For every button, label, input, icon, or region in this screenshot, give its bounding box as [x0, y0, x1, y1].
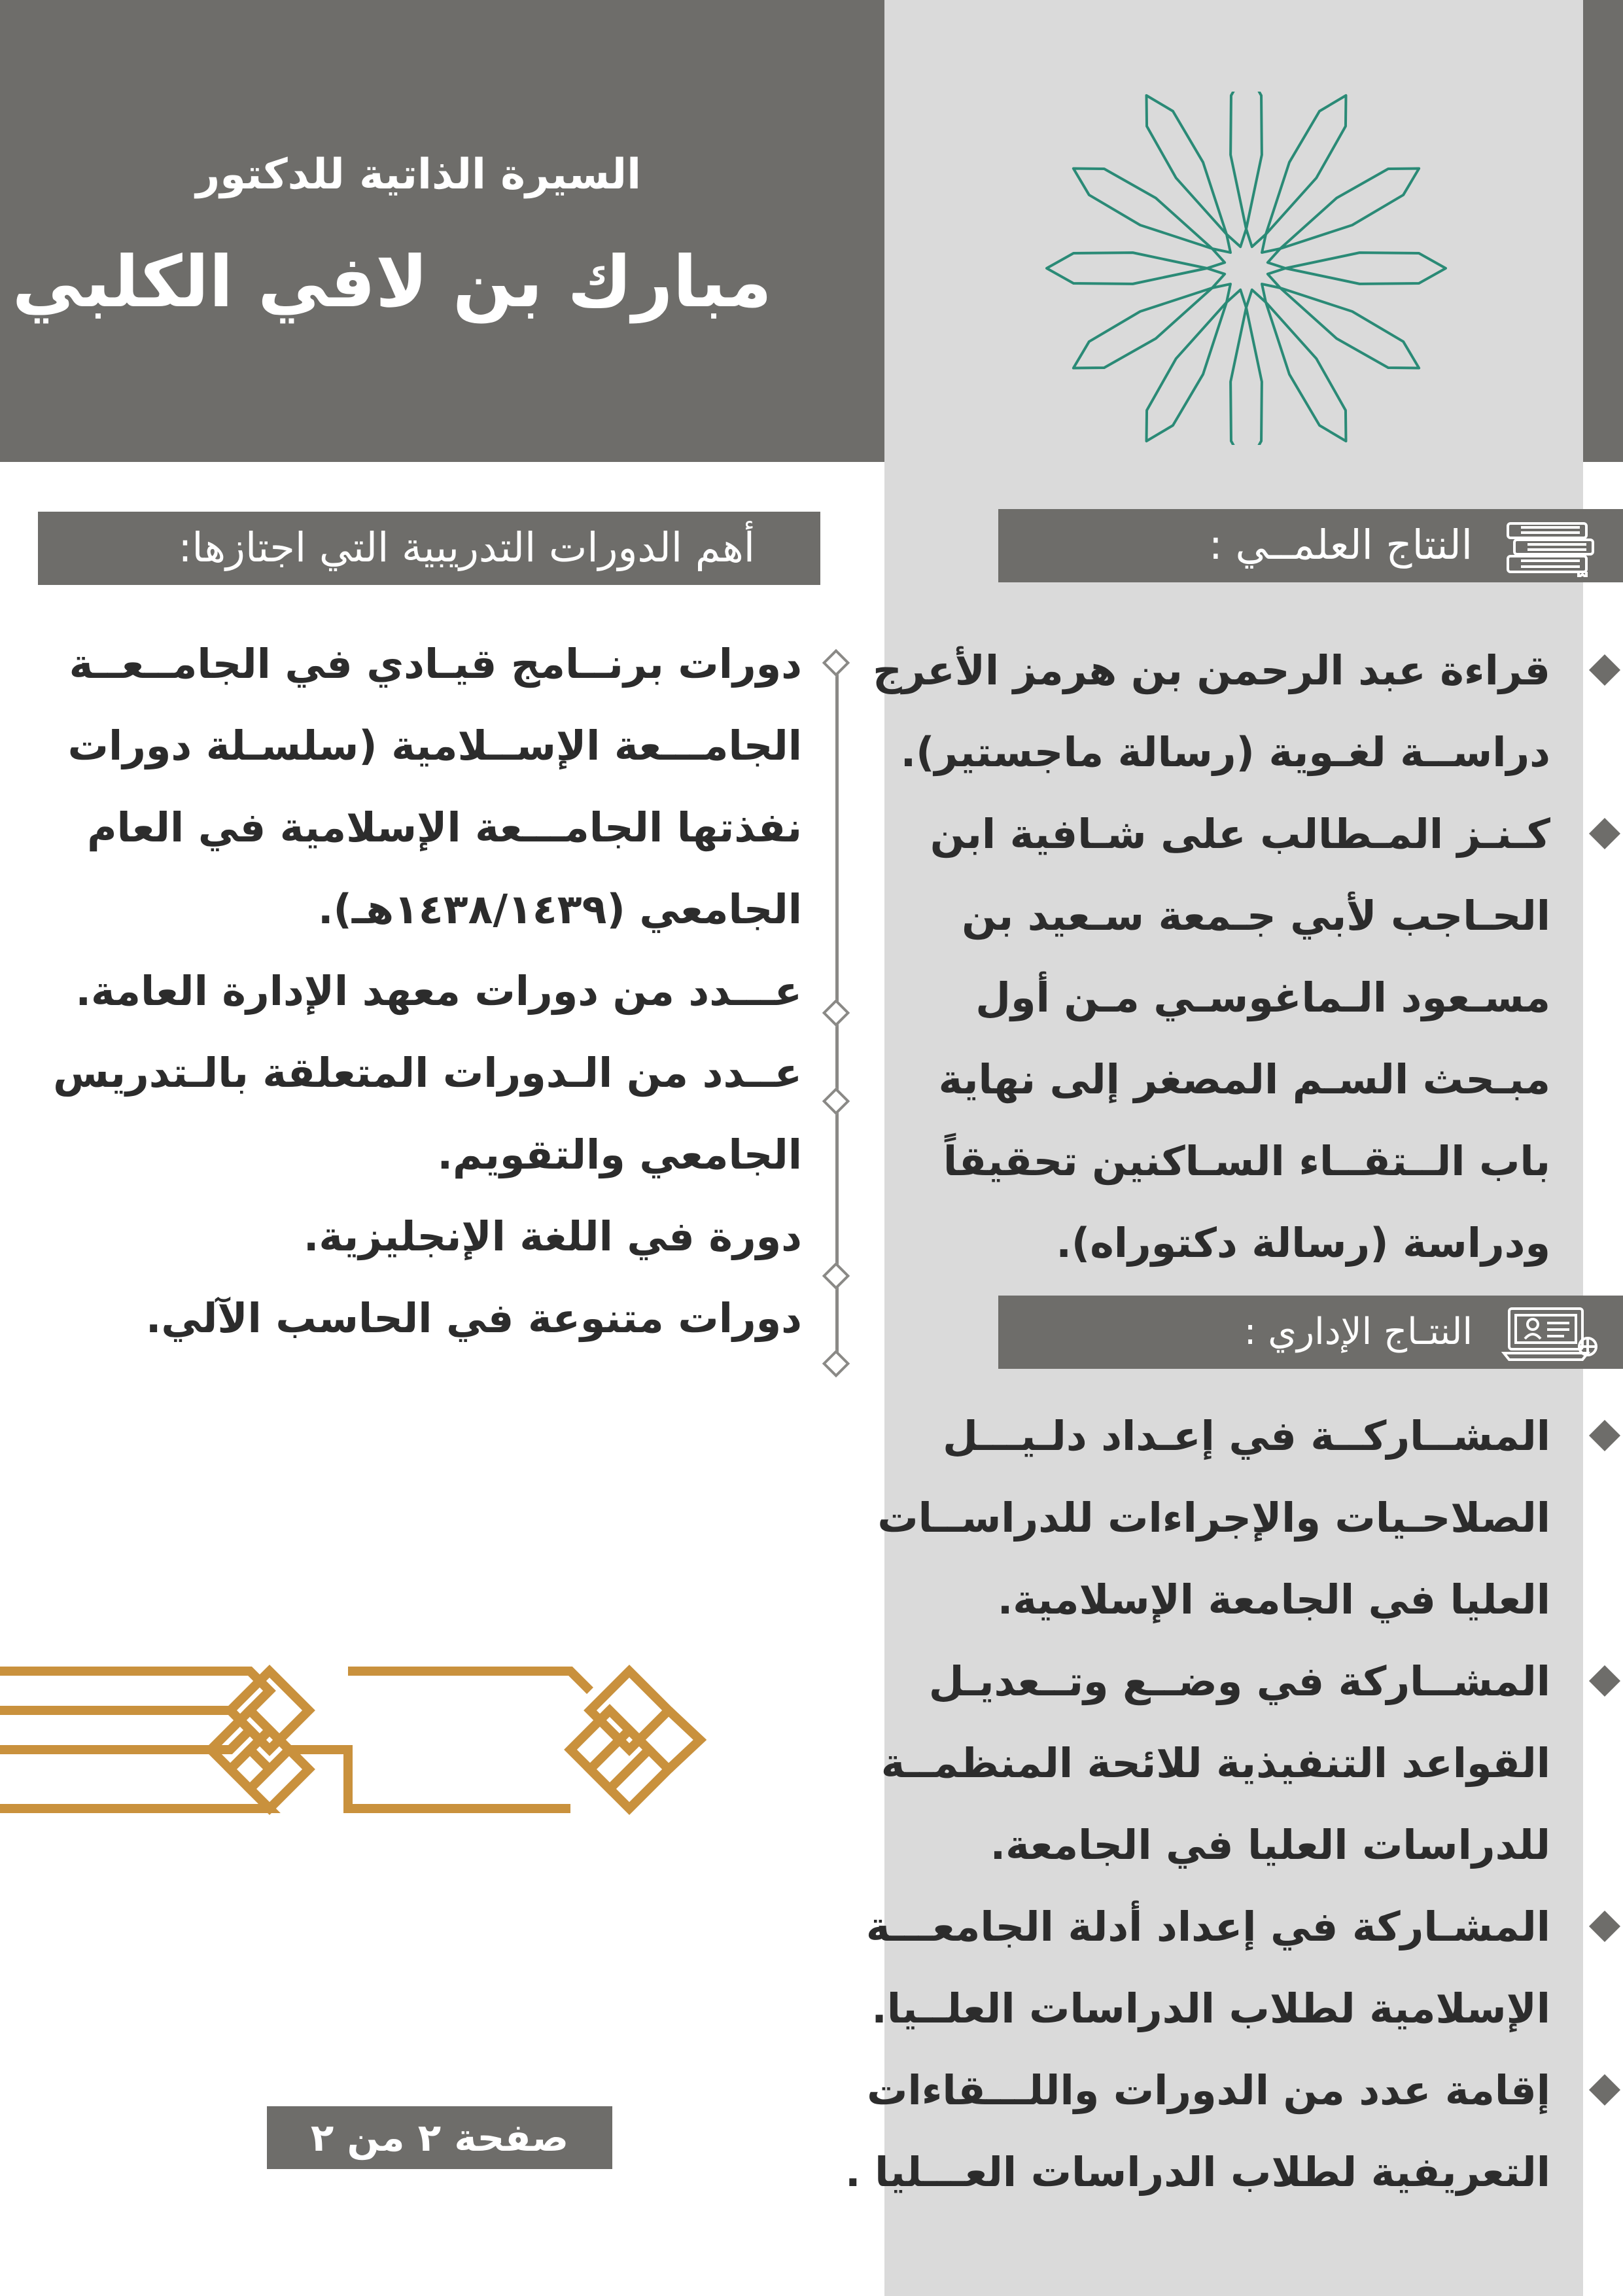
list-item: العليا في الجامعة الإسلامية. — [997, 1576, 1550, 1623]
list-item: كـنـز المـطالب على شـافية ابن — [930, 810, 1550, 858]
gold-lattice-ornament — [0, 1662, 720, 1819]
header-name: مبارك بن لافي الكلبي — [12, 241, 772, 323]
list-item: عــدد من الـدورات المتعلقة بالـتدريس — [53, 1049, 802, 1097]
timeline-diamond-icon — [822, 649, 850, 677]
edge-strip — [1583, 0, 1623, 462]
administrative-list — [845, 1395, 1550, 2213]
list-item: المشـاركة في إعداد أدلة الجامعـــة — [865, 1903, 1550, 1951]
list-item: الإسلامية لطلاب الدراسات العلــيا. — [871, 1985, 1550, 2032]
list-item: المشــاركــة في إعـداد دلـيـــل — [943, 1412, 1550, 1460]
scientific-list — [873, 629, 1550, 1284]
list-item: الجامعي (١٤٣٨/١٤٣٩هـ). — [318, 885, 802, 933]
list-item: الجامـــعة الإســلامية (سلسـلة دورات — [67, 722, 802, 769]
header-block — [0, 0, 884, 462]
courses-section-header: أهم الدورات التدريبية التي اجتازها: — [38, 512, 820, 585]
page-number-label: صفحة ٢ من ٢ — [267, 2106, 612, 2169]
list-item: دراســة لغـوية (رسالة ماجستير). — [900, 728, 1550, 776]
list-item: نفذتها الجامـــعة الإسلامية في العام — [87, 804, 802, 851]
scientific-section-header — [998, 509, 1623, 582]
bullet-diamond-icon — [1589, 1911, 1620, 1942]
list-item: المشــاركة في وضــع وتــعديـل — [928, 1657, 1550, 1705]
timeline-diamond-icon — [822, 1087, 850, 1115]
list-item: الصلاحـيات والإجراءات للدراســات — [877, 1494, 1550, 1542]
list-item: التعريفية لطلاب الدراسات العـــليا . — [845, 2148, 1550, 2196]
bullet-diamond-icon — [1589, 1665, 1620, 1697]
scientific-section-title: النتاج العلمــي : — [1208, 521, 1473, 569]
list-item: باب الــتقــاء السـاكنين تحقيقاً — [943, 1137, 1550, 1185]
books-icon — [1501, 518, 1599, 577]
islamic-star-ornament — [1034, 92, 1459, 445]
computer-icon — [1501, 1305, 1599, 1364]
list-item: مسـعود الـماغوسـي مـن أول — [975, 974, 1550, 1021]
courses-list — [53, 623, 802, 1359]
list-item: دورات متنوعة في الحاسب الآلي. — [145, 1294, 802, 1342]
timeline-diamond-icon — [822, 1262, 850, 1290]
header-subtitle: السيرة الذاتية للدكتور — [196, 150, 641, 199]
bullet-diamond-icon — [1589, 2074, 1620, 2106]
list-item: مبـحث السـم المصغر إلى نهاية — [938, 1055, 1550, 1103]
bullet-diamond-icon — [1589, 818, 1620, 849]
bullet-diamond-icon — [1589, 654, 1620, 686]
list-item: عـــدد من دورات معهد الإدارة العامة. — [75, 967, 802, 1015]
list-item: قراءة عبد الرحمن بن هرمز الأعرج — [873, 646, 1550, 694]
list-item: دورة في اللغة الإنجليزية. — [303, 1212, 802, 1260]
bullet-diamond-icon — [1589, 1420, 1620, 1451]
list-item: الجامعي والتقويم. — [437, 1131, 802, 1178]
administrative-section-title: النتـاج الإداري : — [1244, 1311, 1473, 1353]
timeline-diamond-icon — [822, 1350, 850, 1377]
list-item: الحـاجب لأبي جـمعة سـعيد بن — [962, 892, 1550, 940]
list-item: ودراسة (رسالة دكتوراه). — [1056, 1219, 1550, 1267]
list-item: القواعد التنفيذية للائحة المنظمــة — [881, 1739, 1550, 1787]
list-item: إقامة عدد من الدورات واللـــقاءات — [867, 2066, 1550, 2114]
administrative-section-header — [998, 1296, 1623, 1369]
list-item: للدراسات العليا في الجامعة. — [990, 1821, 1550, 1869]
list-item: دورات برنــامج قيـادي في الجامــعــة — [69, 640, 802, 688]
timeline-diamond-icon — [822, 999, 850, 1027]
